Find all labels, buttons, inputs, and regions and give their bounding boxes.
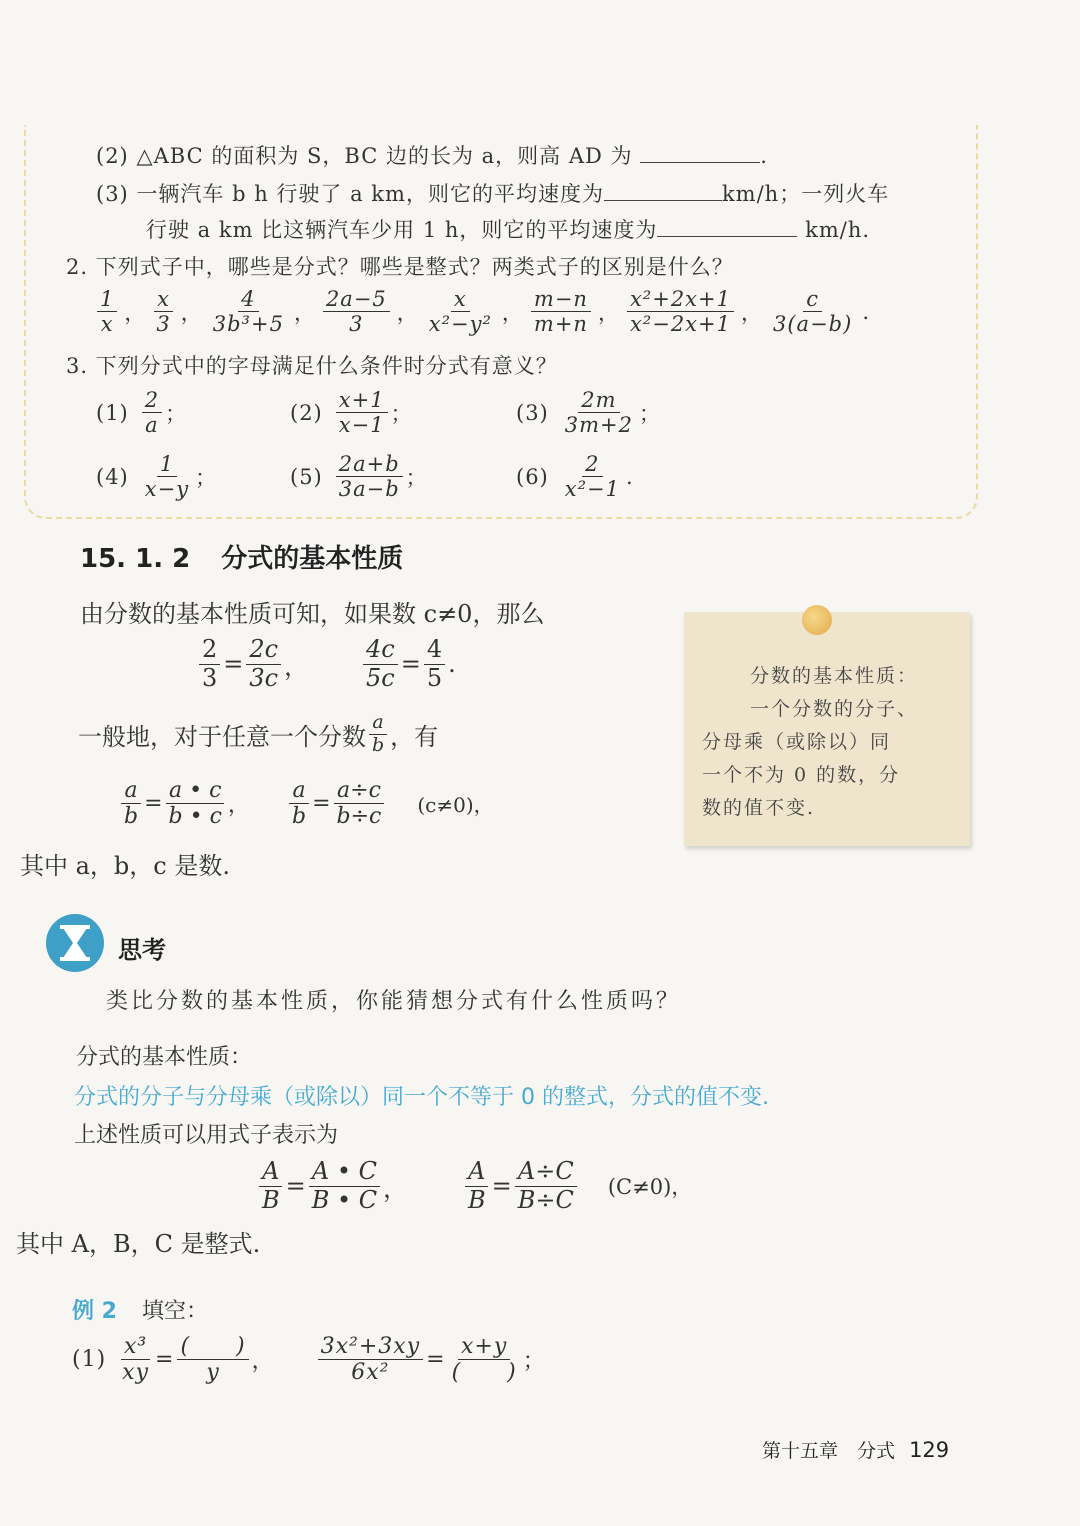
separator: ， <box>124 300 147 325</box>
numerator: x³ <box>121 1334 150 1360</box>
numerator: 1 <box>97 287 117 312</box>
exercise-3-item <box>96 388 187 437</box>
separator: ， <box>396 300 419 325</box>
exercise-1-2 <box>96 140 768 170</box>
separator: ， <box>597 300 620 325</box>
denominator: 3 <box>156 312 171 337</box>
item-unit: km/h；一列火车 <box>721 182 890 206</box>
answer-blank[interactable] <box>657 218 797 237</box>
item-end: ； <box>390 401 413 426</box>
property-formula-2: $\frac{A}{B}$ = $\frac{A\div C}{B\div C}$ (C≠0)， <box>462 1158 692 1214</box>
denominator: B÷C <box>517 1185 574 1214</box>
denominator: b <box>124 804 139 830</box>
item-end: ， <box>251 1349 275 1375</box>
denominator: xy <box>122 1360 150 1386</box>
expression-fraction <box>426 287 495 336</box>
note-line: 一个不为 0 的数，分 <box>702 764 901 786</box>
numerator: A÷C <box>515 1158 577 1187</box>
exercise-3-item <box>290 388 413 437</box>
item-text: 一辆汽车 b h 行驶了 a km，则它的平均速度为 <box>136 182 604 206</box>
numerator: 2c <box>246 636 281 665</box>
item-end: ； <box>405 465 428 490</box>
numerator: 4 <box>238 287 258 312</box>
condition: (C≠0)， <box>607 1175 693 1200</box>
denominator: x²−1 <box>564 477 620 502</box>
numerator: 2 <box>582 452 602 477</box>
condition: (c≠0)， <box>417 793 494 818</box>
numerator: a <box>289 778 308 804</box>
general-text: 一般地，对于任意一个分数 <box>78 722 366 751</box>
item-end: ； <box>195 465 218 490</box>
numerator: a <box>369 712 386 735</box>
item-number: (1) <box>96 400 129 425</box>
general-statement <box>78 712 438 757</box>
item-text: 行驶 a km 比这辆汽车少用 1 h，则它的平均速度为 <box>146 218 658 242</box>
exercise-3-item <box>516 452 634 501</box>
exercise-2-question: 2. 下列式子中，哪些是分式？哪些是整式？两类式子的区别是什么？ <box>66 255 734 279</box>
exercise-3-item <box>516 388 661 437</box>
item-number: (1) <box>72 1347 107 1373</box>
numerator: A <box>465 1158 488 1187</box>
item-unit: km/h. <box>805 218 871 242</box>
think-label: 思考 <box>118 936 166 964</box>
where-statement-2: 其中 A，B，C 是整式. <box>16 1230 261 1258</box>
numerator: 2 <box>142 388 162 413</box>
denominator: 5c <box>366 663 395 692</box>
item-number: (2) <box>96 144 129 168</box>
note-line: 数的值不变. <box>702 797 816 819</box>
denominator: 3a−b <box>338 477 400 502</box>
fraction-property-formula-1: $\frac{a}{b}$ = $\frac{a • c}{b • c}$ ， <box>118 778 250 830</box>
denominator: y <box>206 1360 220 1386</box>
numerator: a <box>121 778 140 804</box>
denominator: 6x² <box>351 1360 390 1386</box>
denominator-blank[interactable]: ( ) <box>451 1360 517 1386</box>
formula-end: ， <box>227 793 250 819</box>
item-end: ； <box>165 401 188 426</box>
denominator: m+n <box>533 312 588 337</box>
expression-fraction <box>210 287 287 336</box>
section-title: 分式的基本性质 <box>221 544 404 574</box>
numerator: A • C <box>309 1158 380 1187</box>
item-number: (3) <box>96 182 129 206</box>
numerator: 2a−5 <box>323 287 390 312</box>
item-end: ； <box>522 1349 546 1375</box>
numerator: x <box>154 287 173 312</box>
example-heading <box>72 1294 208 1325</box>
property-formula-1: $\frac{A}{B}$ = $\frac{A • C}{B • C}$ ， <box>256 1158 407 1214</box>
denominator: a <box>145 413 159 438</box>
note-line: 一个分数的分子、 <box>750 698 919 720</box>
hourglass-icon <box>46 914 104 972</box>
where-statement: 其中 a，b，c 是数. <box>20 852 230 880</box>
exercise-3-item <box>96 452 217 501</box>
example-equation-2: $\frac{4c}{5c}$ = $\frac{4}{5}$ . <box>360 636 456 692</box>
denominator: b <box>372 733 385 756</box>
item-number: (3) <box>516 400 549 425</box>
denominator: 3m+2 <box>564 413 633 438</box>
equation-end: ， <box>284 652 309 681</box>
formula-end: ， <box>383 1174 408 1203</box>
property-statement: 分式的分子与分母乘（或除以）同一个不等于 0 的整式，分式的值不变. <box>74 1085 769 1110</box>
separator: ， <box>741 300 763 325</box>
denominator: x−y <box>144 477 190 502</box>
separator: ， <box>293 300 316 325</box>
example-label: 例 2 <box>72 1299 117 1324</box>
denominator: x−1 <box>338 413 385 438</box>
exercise-1-3-line2 <box>146 214 870 244</box>
numerator: x+y <box>458 1334 510 1360</box>
expression-fraction <box>97 287 117 336</box>
denominator: B <box>468 1185 486 1214</box>
exercise-3-items <box>96 388 736 508</box>
expression-intro: 上述性质可以用式子表示为 <box>74 1123 339 1148</box>
numerator: 2a+b <box>336 452 403 477</box>
item-end: . <box>760 144 768 168</box>
page-number: 129 <box>909 1438 950 1462</box>
separator: ， <box>501 300 524 325</box>
denominator: 5 <box>426 663 443 692</box>
denominator: B • C <box>311 1185 378 1214</box>
exercise-3-question: 3. 下列分式中的字母满足什么条件时分式有意义？ <box>66 354 558 378</box>
numerator: A <box>259 1158 282 1187</box>
property-title: 分式的基本性质： <box>76 1045 253 1070</box>
numerator: a÷c <box>334 778 384 804</box>
denominator: b • c <box>168 804 222 830</box>
fraction-property-formula-2: $\frac{a}{b}$ = $\frac{a\div c}{b\div c}$ (c≠0)， <box>286 778 494 830</box>
separator: . <box>862 299 870 324</box>
expression-fraction <box>770 287 855 336</box>
expression-fraction <box>153 287 173 336</box>
separator: ， <box>180 300 203 325</box>
expression-fraction <box>531 287 591 336</box>
denominator: x²−y² <box>428 312 492 337</box>
denominator: x²−2x+1 <box>629 312 731 337</box>
general-end: ，有 <box>390 722 439 751</box>
denominator: 3c <box>249 663 279 692</box>
example-item-1: (1) $\frac{\text{x³}}{xy}$ = $\frac{( )}{y}$ ， $\frac{\text{3x²+3xy}}{\text{6x²}}$ = $\frac{x+y}{( )}$ ； <box>72 1334 546 1386</box>
numerator: 4 <box>424 636 445 665</box>
chapter-label: 第十五章 分式 <box>762 1440 896 1462</box>
numerator: x+1 <box>336 388 388 413</box>
expression-fraction <box>323 287 390 336</box>
item-text: △ABC 的面积为 S，BC 边的长为 a，则高 AD 为 <box>136 144 633 168</box>
denominator: x <box>100 312 114 337</box>
answer-blank[interactable] <box>640 144 760 163</box>
item-end: ； <box>638 401 661 426</box>
denominator: B <box>262 1185 280 1214</box>
example-equation-1: $\frac{2}{3}$ = $\frac{2c}{3c}$ ， <box>196 636 308 692</box>
numerator: 3x²+3xy <box>318 1334 424 1360</box>
exercise-2-expressions <box>94 287 870 336</box>
equation-end: . <box>448 650 456 679</box>
intro-text: 由分数的基本性质可知，如果数 c≠0，那么 <box>80 600 545 628</box>
denominator: 3 <box>202 663 218 692</box>
denominator: 3b³+5 <box>212 312 284 337</box>
note-title: 分数的基本性质： <box>750 665 919 687</box>
section-number: 15. 1. 2 <box>80 544 191 574</box>
numerator: a • c <box>166 778 224 804</box>
numerator: c <box>803 287 822 312</box>
example-title: 填空： <box>141 1299 208 1324</box>
numerator: 4c <box>363 636 398 665</box>
item-number: (2) <box>290 400 323 425</box>
numerator: x <box>451 287 470 312</box>
answer-blank[interactable] <box>604 182 722 201</box>
page-footer <box>762 1436 949 1463</box>
numerator: 1 <box>157 452 177 477</box>
numerator-blank[interactable]: ( ) <box>177 1334 248 1360</box>
item-number: (5) <box>290 464 323 489</box>
item-number: (4) <box>96 464 129 489</box>
denominator: 3(a−b) <box>773 312 853 337</box>
item-end: . <box>625 464 634 489</box>
section-heading <box>80 538 403 575</box>
numerator: 2m <box>578 388 619 413</box>
denominator: b÷c <box>336 804 382 830</box>
expression-fraction <box>627 287 734 336</box>
denominator: 3 <box>349 312 364 337</box>
numerator: 2 <box>199 636 220 665</box>
item-number: (6) <box>516 464 549 489</box>
think-question: 类比分数的基本性质，你能猜想分式有什么性质吗？ <box>106 989 682 1014</box>
exercise-3-item <box>290 452 428 501</box>
exercise-1-3-line1 <box>96 178 889 208</box>
pushpin-icon <box>802 605 832 635</box>
numerator: x²+2x+1 <box>627 287 734 312</box>
side-note <box>684 612 970 846</box>
note-content <box>702 660 962 825</box>
numerator: m−n <box>531 287 591 312</box>
denominator: b <box>292 804 307 830</box>
note-line: 分母乘（或除以）同 <box>702 731 892 753</box>
